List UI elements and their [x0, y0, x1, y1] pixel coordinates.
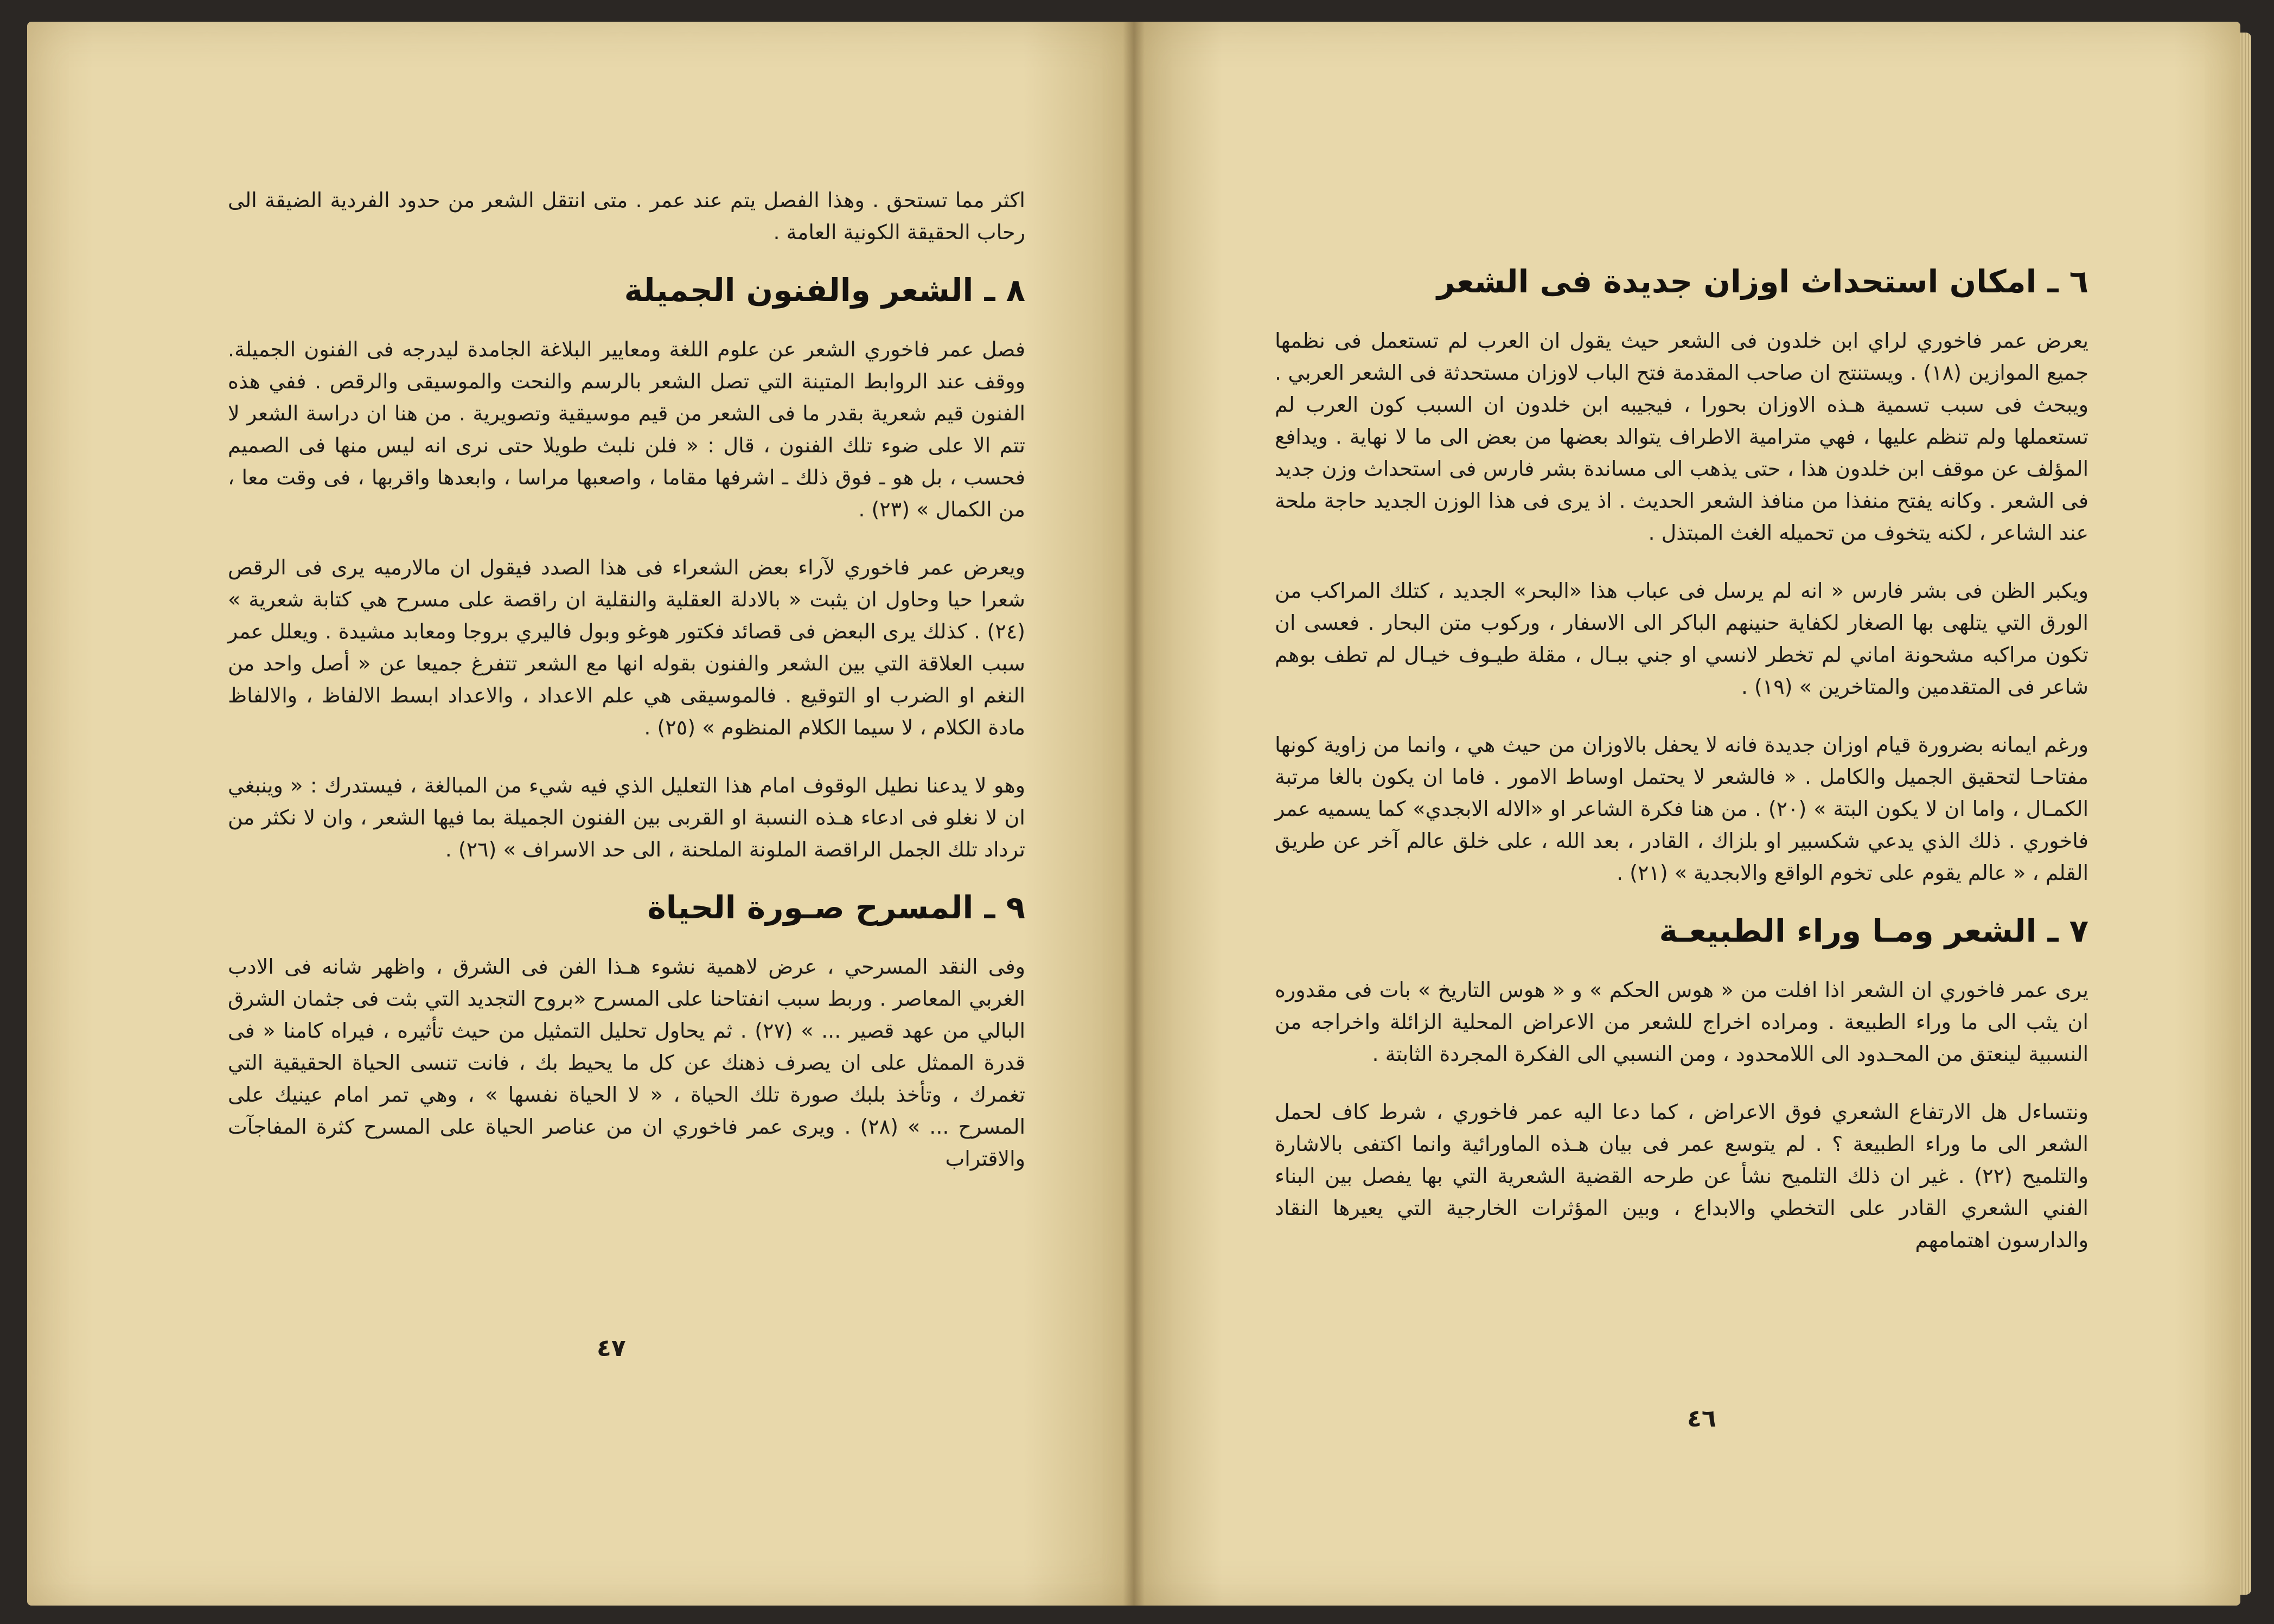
section-6-paragraph-2: ويكبر الظن فى بشر فارس « انه لم يرسل فى عباب هذا «البحر» الجديد ، كتلك المراكب من الورق التي يتلهى بها الصغار لكفاية حنينهم الباكر الى الاسفار ، وركوب متن البحار . فعسى ان تكون مراكبه مشحونة اماني لم تخطر لانسي او جني ببـال ، مقلة طيـوف خيـال لم تطف بوهم شاعر فى المتقدمين والمتاخرين » (١٩) . — [1275, 579, 2088, 699]
section-8-paragraph-3: وهو لا يدعنا نطيل الوقوف امام هذا التعليل الذي فيه شيء من المبالغة ، فيستدرك : « وينبغي ان لا نغلو فى ادعاء هـذه النسبة او القربى بين الفنون الجميلة بما فيها الشعر ، وان لا نكثر من ترداد تلك الجمل الراقصة الملونة الملحنة ، الى حد الاسراف » (٢٦) . — [228, 773, 1025, 861]
section-6-paragraph-1: يعرض عمر فاخوري لراي ابن خلدون فى الشعر حيث يقول ان العرب لم تستعمل فى نظمها جميع الموازين (١٨) . ويستنتج ان صاحب المقدمة فتح الباب لاوزان مستحدثة فى الشعر العربي . ويبحث فى سبب تسمية هـذه الاوزان بحورا ، فيجيبه ابن خلدون ان السبب كون العرب لم تستعملها ولم تنظم عليها ، فهي مترامية الاطراف يتوالد بعضها من بعض الى ما لا نهاية . ويدافع المؤلف عن موقف ابن خلدون هذا ، حتى يذهب الى مساندة بشر فارس فى استحداث وزن جديد فى الشعر . وكانه يفتح منفذا من منافذ الشعر الحديث . اذ يرى فى هذا الوزن الجديد حاجة ملحة عند الشاعر ، لكنه يتخوف من تحميله الغث المبتذل . — [1275, 329, 2088, 545]
section-8-heading: ٨ ـ الشعر والفنون الجميلة — [624, 272, 1025, 309]
section-6-heading: ٦ ـ امكان استحداث اوزان جديدة فى الشعر — [1436, 263, 2088, 300]
section-9-paragraph-1: وفى النقد المسرحي ، عرض لاهمية نشوء هـذا الفن فى الشرق ، واظهر شانه فى الادب الغربي المعاصر . وربط سبب انفتاحنا على المسرح «بروح التجديد التي بثت فى جثمان الشرق البالي من عهد قصير ... » (٢٧) . ثم يحاول تحليل التمثيل من حيث تأثيره ، فيراه كامنا « فى قدرة الممثل على ان يصرف ذهنك عن كل ما يحيط بك ، فانت تنسى الحياة الحقيقية التي تغمرك ، وتأخذ بلبك صورة تلك الحياة ، « لا الحياة نفسها » ، وهي تمر امام عينيك على المسرح ... » (٢٨) . ويرى عمر فاخوري ان من عناصر الحياة على المسرح كثرة المفاجآت والاقتراب — [228, 955, 1025, 1171]
section-7-heading: ٧ ـ الشعر ومـا وراء الطبيعـة — [1659, 912, 2088, 949]
section-8-paragraph-1: فصل عمر فاخوري الشعر عن علوم اللغة ومعايير البلاغة الجامدة ليدرجه فى الفنون الجميلة. ووقف عند الروابط المتينة التي تصل الشعر بالرسم والنحت والموسيقى والرقص . ففي هذه الفنون قيم شعرية بقدر ما فى الشعر من قيم موسيقية وتصويرية . من هنا ان دراسة الشعر لا تتم الا على ضوء تلك الفنون ، قال : « فلن نلبث طويلا حتى نرى انه ليس منها فى الصميم فحسب ، بل هو ـ فوق ذلك ـ اشرفها مقاما ، واصعبها مراسا ، وابعدها واقربها ، فى وقت معا ، من الكمال » (٢٣) . — [228, 337, 1025, 521]
right-page — [1134, 22, 2240, 1606]
right-page-column — [1275, 263, 2088, 1282]
left-page-number: ٤٧ — [597, 1334, 626, 1362]
left-page — [27, 22, 1134, 1606]
book-spine — [1123, 22, 1145, 1606]
section-7-paragraph-1: يرى عمر فاخوري ان الشعر اذا افلت من « هوس الحكم » و « هوس التاريخ » بات فى مقدوره ان يثب الى ما وراء الطبيعة . ومراده اخراج للشعر من الاعراض المحلية الزائلة واخراجه من النسبية لينعتق من المحـدود الى اللامحدود ، ومن النسبي الى الفكرة المجردة الثابتة . — [1275, 978, 2088, 1066]
left-page-column — [228, 184, 1025, 1201]
section-9-heading: ٩ ـ المسرح صـورة الحياة — [647, 889, 1025, 926]
section-6-paragraph-3: ورغم ايمانه بضرورة قيام اوزان جديدة فانه لا يحفل بالاوزان من حيث هي ، وانما من زاوية كونها مفتاحـا لتحقيق الجميل والكامل . « فالشعر لا يحتمل اوساط الامور . فاما ان يكون بالغا مرتبة الكمـال ، واما ان لا يكون البتة » (٢٠) . من هنا فكرة الشاعر او «الاله الابجدي» كما يسميه عمر فاخوري . ذلك الذي يدعي شكسبير او بلزاك ، القادر ، بعد الله ، على خلق عالم آخر عن طريق القلم ، « عالم يقوم على تخوم الواقع والابجدية » (٢١) . — [1275, 733, 2088, 885]
right-page-number: ٤٦ — [1687, 1405, 1716, 1433]
section-7-paragraph-2: ونتساءل هل الارتفاع الشعري فوق الاعراض ، كما دعا اليه عمر فاخوري ، شرط كاف لحمل الشعر الى ما وراء الطبيعة ؟ . لم يتوسع عمر فى بيان هـذه الماورائية وانما اكتفى بالاشارة والتلميح (٢٢) . غير ان ذلك التلميح نشأ عن طرحه القضية الشعرية التي بها يفصل بين البناء الفني الشعري القادر على التخطي والابداع ، وبين المؤثرات الخارجية التي يعيرها النقاد والدارسون اهتمامهم — [1275, 1100, 2088, 1252]
section-8-paragraph-2: ويعرض عمر فاخوري لآراء بعض الشعراء فى هذا الصدد فيقول ان مالارميه يرى فى الرقص شعرا حيا وحاول ان يثبت « بالادلة العقلية والنقلية ان راقصة على مسرح هي كتابة شعرية » (٢٤) . كذلك يرى البعض فى قصائد فكتور هوغو وبول فاليري بروجا ومعابد مشيدة . ويعلل عمر سبب العلاقة التي بين الشعر والفنون بقوله انها مع الشعر تتفرغ جميعا عن « أصل واحد من النغم او الضرب او التوقيع . فالموسيقى هي علم الاعداد ، والاعداد ابسط الالفاظ ، والالفاظ مادة الكلام ، لا سيما الكلام المنظوم » (٢٥) . — [228, 555, 1025, 739]
left-intro-paragraph: اكثر مما تستحق . وهذا الفصل يتم عند عمر . متى انتقل الشعر من حدود الفردية الضيقة الى رحاب الحقيقة الكونية العامة . — [228, 188, 1025, 244]
